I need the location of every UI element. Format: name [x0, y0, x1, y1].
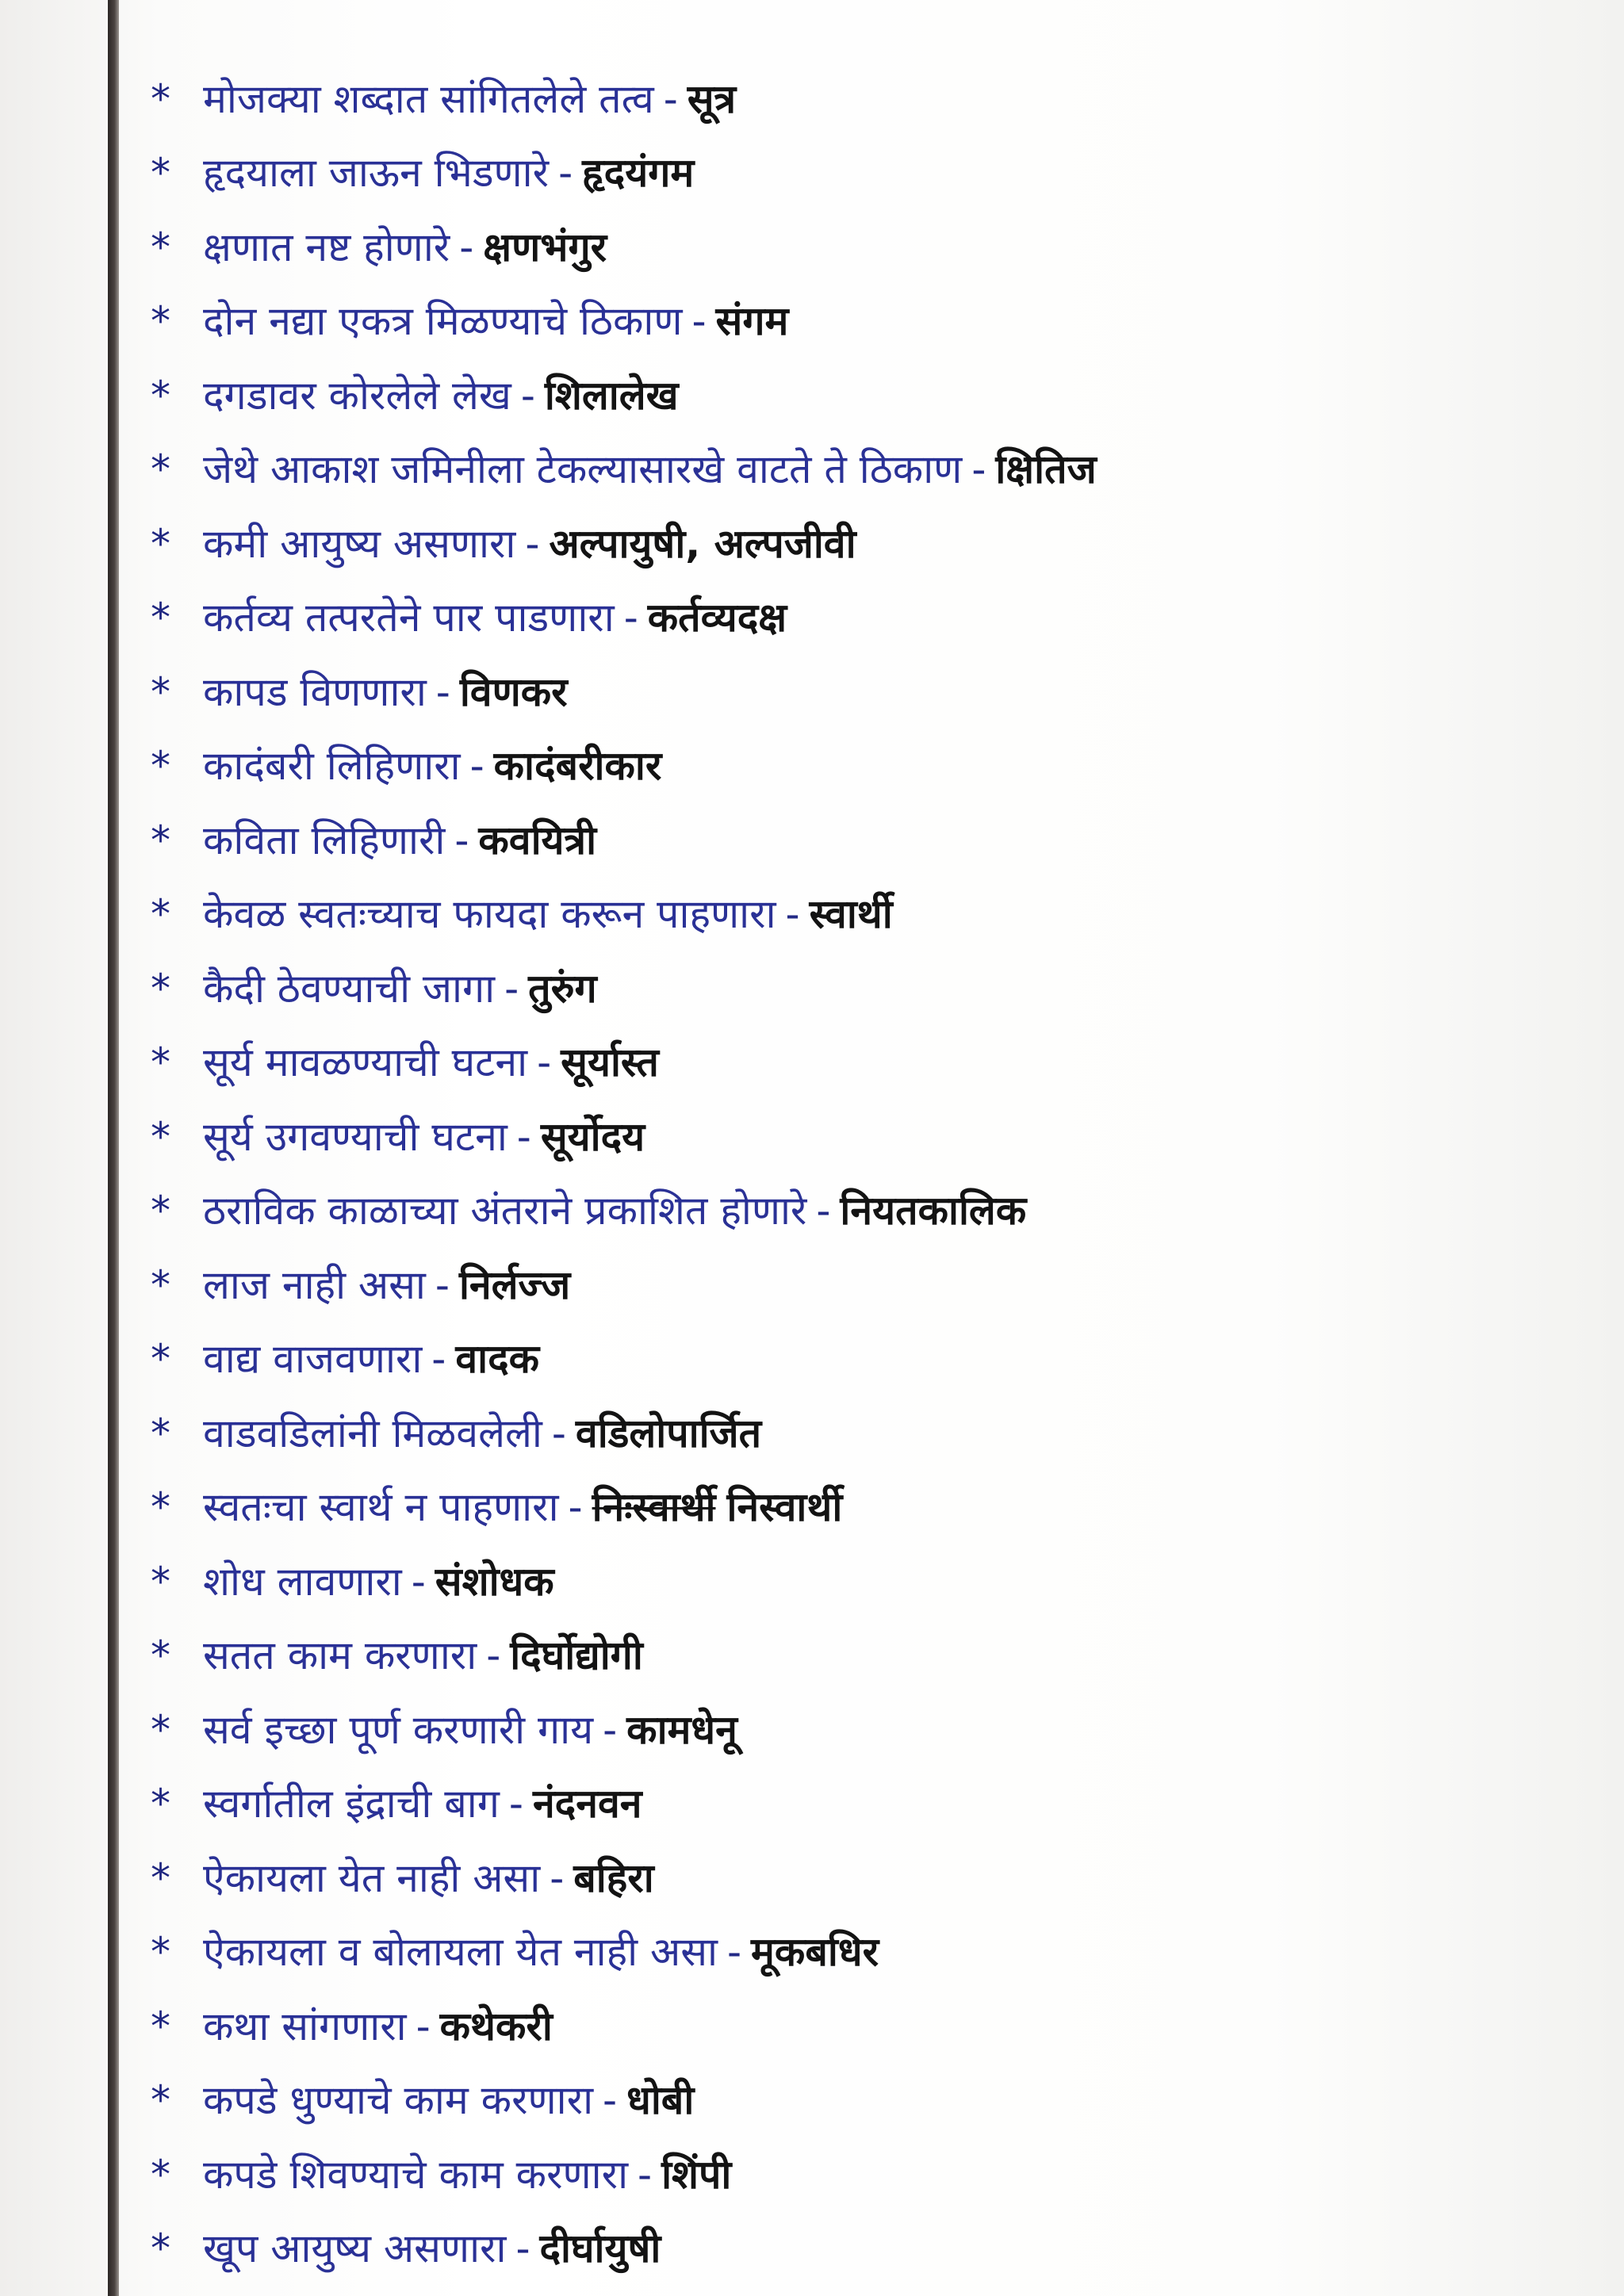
- entry-term: क्षणात नष्ट होणारे: [203, 224, 450, 270]
- entry-separator: -: [550, 1854, 565, 1901]
- list-item: [151, 433, 1578, 507]
- entry-term: स्वर्गातील इंद्राची बाग: [203, 1781, 500, 1827]
- entry-answer: क्षणभंगुर: [483, 224, 607, 270]
- list-item: [151, 951, 1578, 1026]
- entry-separator: -: [435, 1261, 450, 1308]
- list-item: [151, 729, 1578, 804]
- bullet-asterisk: *: [151, 75, 170, 122]
- entry-answer: शिलालेख: [544, 372, 679, 419]
- list-item: [151, 1767, 1578, 1842]
- list-item: [151, 62, 1578, 136]
- entry-answer: तुरुंग: [528, 965, 597, 1012]
- entry-term: कर्तव्य तत्परतेने पार पाडणारा: [203, 595, 615, 641]
- entry-answer: दिर्घोद्योगी: [510, 1632, 643, 1679]
- entry-term: कैदी ठेवण्याची जागा: [203, 965, 496, 1012]
- entry-separator: -: [691, 298, 707, 345]
- entry-separator: -: [603, 1706, 618, 1753]
- bullet-asterisk: *: [151, 1781, 170, 1827]
- entry-term: कपडे धुण्याचे काम करणारा: [203, 2077, 594, 2124]
- entry-answer: बहिरा: [573, 1854, 654, 1901]
- entry-answer: मूकबधिर: [751, 1929, 879, 1976]
- entry-term: सूर्य उगवण्याची घटना: [203, 1113, 508, 1160]
- list-item: [151, 1841, 1578, 1915]
- entry-answer: संगम: [715, 298, 789, 345]
- entry-term: वाद्य वाजवणारा: [203, 1336, 423, 1383]
- entry-answer: सूत्र: [687, 75, 737, 122]
- list-item: [151, 878, 1578, 952]
- entry-separator: -: [663, 75, 678, 122]
- entry-answer: कामधेनू: [626, 1706, 737, 1753]
- entry-separator: -: [603, 2077, 618, 2124]
- list-item: [151, 803, 1578, 878]
- entry-separator: -: [516, 1113, 531, 1160]
- entry-term: ऐकायला व बोलायला येत नाही असा: [203, 1929, 718, 1976]
- entry-separator: -: [785, 891, 800, 938]
- list-item: [151, 136, 1578, 211]
- entry-answer: क्षितिज: [995, 446, 1097, 493]
- list-item: [151, 1322, 1578, 1397]
- entry-term: जेथे आकाश जमिनीला टेकल्यासारखे वाटते ते ठिकाण: [203, 446, 963, 493]
- list-item: [151, 1915, 1578, 1990]
- entry-term: ठराविक काळाच्या अंतराने प्रकाशित होणारे: [203, 1188, 807, 1234]
- list-item: [151, 2137, 1578, 2212]
- list-item: [151, 358, 1578, 433]
- list-item: [151, 2212, 1578, 2286]
- entry-answer: हृदयंगम: [582, 150, 695, 197]
- entry-separator: -: [508, 1781, 523, 1827]
- entry-answer: नियतकालिक: [840, 1188, 1027, 1234]
- bullet-asterisk: *: [151, 1188, 170, 1234]
- bullet-asterisk: *: [151, 1039, 170, 1086]
- bullet-asterisk: *: [151, 1854, 170, 1901]
- bullet-asterisk: *: [151, 150, 170, 197]
- entry-separator: -: [525, 520, 540, 567]
- bullet-asterisk: *: [151, 1113, 170, 1160]
- list-item: [151, 1396, 1578, 1471]
- entry-term: दोन नद्या एकत्र मिळण्याचे ठिकाण: [203, 298, 683, 345]
- entry-term: दगडावर कोरलेले लेख: [203, 372, 511, 419]
- list-item: [151, 1026, 1578, 1100]
- entry-answer: अल्पायुषी, अल्पजीवी: [549, 520, 856, 567]
- entry-separator: -: [638, 2151, 653, 2198]
- list-item: [151, 1544, 1578, 1619]
- entry-answer: कर्तव्यदक्ष: [647, 595, 787, 641]
- bullet-asterisk: *: [151, 1632, 170, 1679]
- entry-answer: स्वार्थी: [809, 891, 893, 938]
- bullet-asterisk: *: [151, 1929, 170, 1976]
- list-item: [151, 210, 1578, 285]
- entry-separator: -: [816, 1188, 831, 1234]
- entry-answer: धोबी: [626, 2077, 695, 2124]
- entry-answer: शिंपी: [661, 2151, 732, 2198]
- entry-term: हृदयाला जाऊन भिडणारे: [203, 150, 550, 197]
- entry-separator: -: [515, 2225, 530, 2272]
- entry-answer: विणकर: [459, 668, 568, 715]
- notebook-binding-edge: [108, 0, 119, 2296]
- entry-term: वाडवडिलांनी मिळवलेली: [203, 1410, 542, 1456]
- entry-separator: -: [537, 1039, 552, 1086]
- word-substitution-list: [151, 62, 1578, 2286]
- entry-separator: -: [454, 817, 469, 863]
- list-item: [151, 2064, 1578, 2138]
- list-item: [151, 655, 1578, 729]
- bullet-asterisk: *: [151, 224, 170, 270]
- bullet-asterisk: *: [151, 965, 170, 1012]
- entry-term: कथा सांगणारा: [203, 2003, 407, 2049]
- list-item: [151, 507, 1578, 581]
- entry-separator: -: [469, 743, 485, 790]
- entry-answer: वादक: [455, 1336, 540, 1383]
- entry-answer: सूर्यास्त: [561, 1039, 659, 1086]
- entry-answer: निस्वार्थी: [726, 1484, 843, 1531]
- entry-term: स्वतःचा स्वार्थ न पाहणारा: [203, 1484, 559, 1531]
- list-item: [151, 581, 1578, 656]
- list-item: [151, 1619, 1578, 1693]
- entry-term: शोध लावणारा: [203, 1558, 402, 1605]
- entry-answer: कवयित्री: [478, 817, 597, 863]
- entry-separator: -: [623, 595, 638, 641]
- entry-term: कविता लिहिणारी: [203, 817, 446, 863]
- entry-answer: दीर्घायुषी: [539, 2225, 661, 2272]
- list-item: [151, 1174, 1578, 1249]
- entry-term: सर्व इच्छा पूर्ण करणारी गाय: [203, 1706, 594, 1753]
- entry-separator: -: [504, 965, 519, 1012]
- struck-out-answer: निःस्वार्थी: [592, 1484, 716, 1531]
- bullet-asterisk: *: [151, 520, 170, 567]
- bullet-asterisk: *: [151, 298, 170, 345]
- bullet-asterisk: *: [151, 595, 170, 641]
- bullet-asterisk: *: [151, 1484, 170, 1531]
- entry-answer: निर्लज्ज: [458, 1261, 571, 1308]
- entry-separator: -: [726, 1929, 742, 1976]
- entry-term: कापड विणणारा: [203, 668, 427, 715]
- list-item: [151, 1100, 1578, 1174]
- entry-separator: -: [971, 446, 986, 493]
- bullet-asterisk: *: [151, 446, 170, 493]
- entry-separator: -: [520, 372, 535, 419]
- entry-term: ऐकायला येत नाही असा: [203, 1854, 541, 1901]
- list-item: [151, 285, 1578, 359]
- bullet-asterisk: *: [151, 1410, 170, 1456]
- bullet-asterisk: *: [151, 2077, 170, 2124]
- entry-separator: -: [558, 150, 573, 197]
- list-item: [151, 1471, 1578, 1545]
- entry-separator: -: [411, 1558, 426, 1605]
- entry-answer: सूर्योदय: [540, 1113, 645, 1160]
- bullet-asterisk: *: [151, 743, 170, 790]
- entry-separator: -: [431, 1336, 446, 1383]
- entry-separator: -: [551, 1410, 566, 1456]
- entry-separator: -: [568, 1484, 583, 1531]
- bullet-asterisk: *: [151, 2225, 170, 2272]
- bullet-asterisk: *: [151, 1706, 170, 1753]
- entry-term: कपडे शिवण्याचे काम करणारा: [203, 2151, 629, 2198]
- bullet-asterisk: *: [151, 2003, 170, 2049]
- entry-term: केवळ स्वतःच्याच फायदा करून पाहणारा: [203, 891, 776, 938]
- list-item: [151, 1693, 1578, 1767]
- entry-term: खूप आयुष्य असणारा: [203, 2225, 507, 2272]
- entry-separator: -: [459, 224, 474, 270]
- entry-answer: संशोधक: [435, 1558, 554, 1605]
- list-item: [151, 1989, 1578, 2064]
- entry-separator: -: [435, 668, 450, 715]
- entry-answer: कथेकरी: [439, 2003, 553, 2049]
- entry-term: कादंबरी लिहिणारा: [203, 743, 461, 790]
- entry-answer: वडिलोपार्जित: [575, 1410, 762, 1456]
- bullet-asterisk: *: [151, 372, 170, 419]
- entry-separator: -: [486, 1632, 501, 1679]
- entry-separator: -: [416, 2003, 431, 2049]
- bullet-asterisk: *: [151, 1261, 170, 1308]
- entry-answer: कादंबरीकार: [493, 743, 662, 790]
- entry-term: सूर्य मावळण्याची घटना: [203, 1039, 528, 1086]
- entry-term: मोजक्या शब्दात सांगितलेले तत्व: [203, 75, 654, 122]
- bullet-asterisk: *: [151, 1558, 170, 1605]
- bullet-asterisk: *: [151, 891, 170, 938]
- bullet-asterisk: *: [151, 817, 170, 863]
- entry-term: लाज नाही असा: [203, 1261, 426, 1308]
- list-item: [151, 1248, 1578, 1322]
- bullet-asterisk: *: [151, 668, 170, 715]
- bullet-asterisk: *: [151, 2151, 170, 2198]
- entry-answer: नंदनवन: [532, 1781, 642, 1827]
- bullet-asterisk: *: [151, 1336, 170, 1383]
- entry-term: सतत काम करणारा: [203, 1632, 477, 1679]
- entry-term: कमी आयुष्य असणारा: [203, 520, 516, 567]
